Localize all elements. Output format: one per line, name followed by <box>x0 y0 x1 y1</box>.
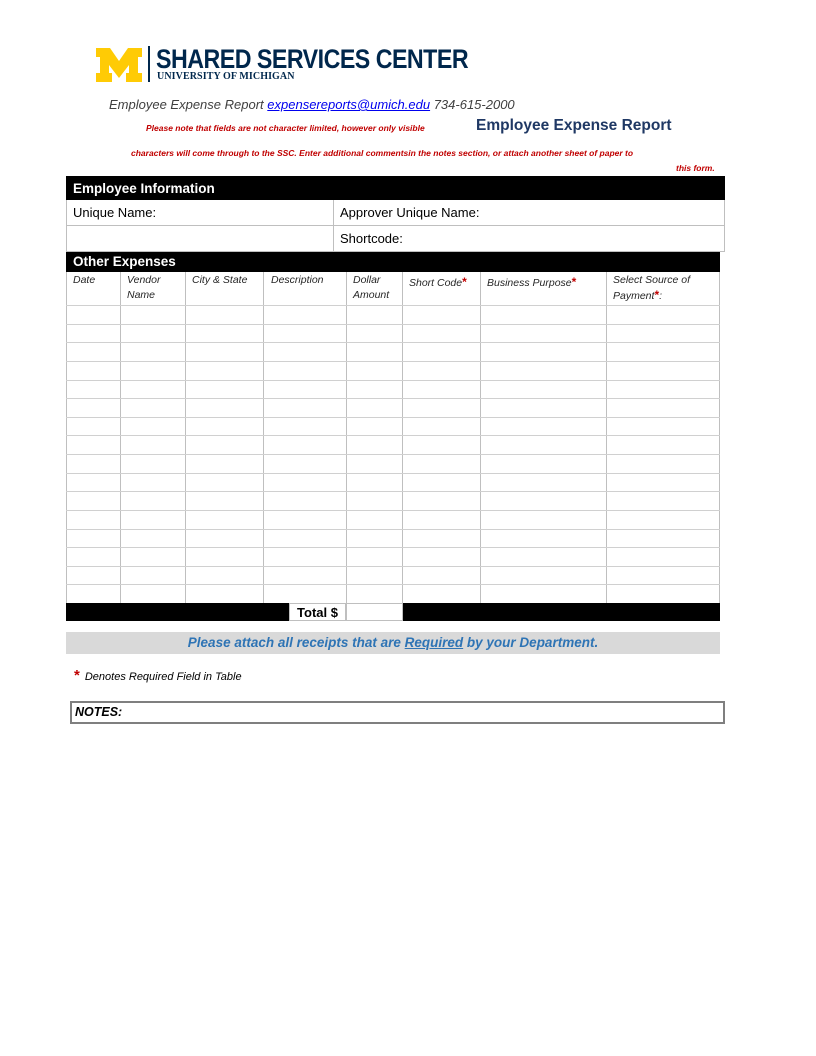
phone-number: 734-615-2000 <box>433 97 515 112</box>
column-header-dollar-amount: Dollar Amount <box>353 274 390 301</box>
column-header-vendor-name: Vendor Name <box>127 274 161 301</box>
table-row-line <box>66 435 720 436</box>
notes-label: NOTES: <box>75 705 123 719</box>
employee-information-heading: Employee Information <box>67 177 334 200</box>
total-row-bar-left <box>66 603 289 621</box>
column-divider <box>480 272 481 603</box>
notes-field[interactable] <box>70 701 725 724</box>
table-row-line <box>66 566 720 567</box>
total-row-bar-right <box>403 603 720 621</box>
notice-line-2: characters will come through to the SSC. Enter additional commentsin the notes section, or attach another sheet of paper to <box>131 148 634 158</box>
notice-line-1: Please note that fields are not character limited, however only visible <box>146 123 425 133</box>
table-border-right <box>719 272 720 603</box>
column-divider <box>263 272 264 603</box>
other-expenses-table[interactable] <box>66 272 720 603</box>
column-divider <box>402 272 403 603</box>
employee-info-blank-cell[interactable] <box>67 226 334 252</box>
required-underlined-text: Required <box>404 635 464 650</box>
table-row-line <box>66 547 720 548</box>
table-row-line <box>66 380 720 381</box>
table-row-line <box>66 454 720 455</box>
table-row-line <box>66 398 720 399</box>
email-link[interactable]: expensereports@umich.edu <box>267 97 431 112</box>
logo-divider <box>148 46 150 82</box>
employee-information-heading-blank <box>334 177 725 200</box>
unique-name-field[interactable]: Unique Name: <box>67 200 334 226</box>
table-row-line <box>66 342 720 343</box>
table-row-line <box>66 584 720 585</box>
table-row-line <box>66 324 720 325</box>
total-amount-field[interactable] <box>346 603 403 621</box>
other-expenses-heading: Other Expenses <box>66 252 720 272</box>
column-header-date: Date <box>73 274 96 286</box>
required-marker: * <box>571 275 577 289</box>
column-divider <box>120 272 121 603</box>
column-header-description: Description <box>271 274 324 286</box>
receipts-text-before: Please attach all receipts that are <box>187 635 405 650</box>
column-header-business-purpose: Business Purpose* <box>487 275 577 289</box>
table-border-left <box>66 272 67 603</box>
column-divider <box>185 272 186 603</box>
table-row-line <box>66 417 720 418</box>
receipts-text-after: by your Department. <box>463 635 599 650</box>
table-row-line <box>66 305 720 306</box>
required-marker: * <box>654 288 660 302</box>
table-row-line <box>66 361 720 362</box>
approver-unique-name-field[interactable]: Approver Unique Name: <box>334 200 725 226</box>
logo-title: SHARED SERVICES CENTER <box>156 44 469 74</box>
table-row-line <box>66 491 720 492</box>
required-star-icon: * <box>74 667 80 684</box>
column-divider <box>346 272 347 603</box>
column-divider <box>606 272 607 603</box>
table-row-line <box>66 473 720 474</box>
contact-line <box>109 97 515 112</box>
logo-subtitle: UNIVERSITY OF MICHIGAN <box>157 71 295 82</box>
table-row-line <box>66 510 720 511</box>
column-header-city-state: City & State <box>192 274 248 286</box>
column-header-source-of-payment: Select Source of Payment*: <box>613 274 691 302</box>
legend-text: Denotes Required Field in Table <box>84 671 242 683</box>
contact-prefix: Employee Expense Report <box>109 97 264 112</box>
notice-line-3: this form. <box>676 163 715 173</box>
required-field-legend <box>74 667 242 684</box>
required-marker: * <box>462 275 467 289</box>
table-row-line <box>66 529 720 530</box>
shortcode-field[interactable]: Shortcode: <box>334 226 725 252</box>
column-header-short-code: Short Code* <box>409 275 467 289</box>
employee-information-table <box>66 176 725 252</box>
report-title: Employee Expense Report <box>476 117 672 134</box>
receipts-notice <box>66 632 720 654</box>
total-label: Total $ <box>289 603 346 621</box>
university-of-michigan-block-m-logo <box>96 48 142 82</box>
